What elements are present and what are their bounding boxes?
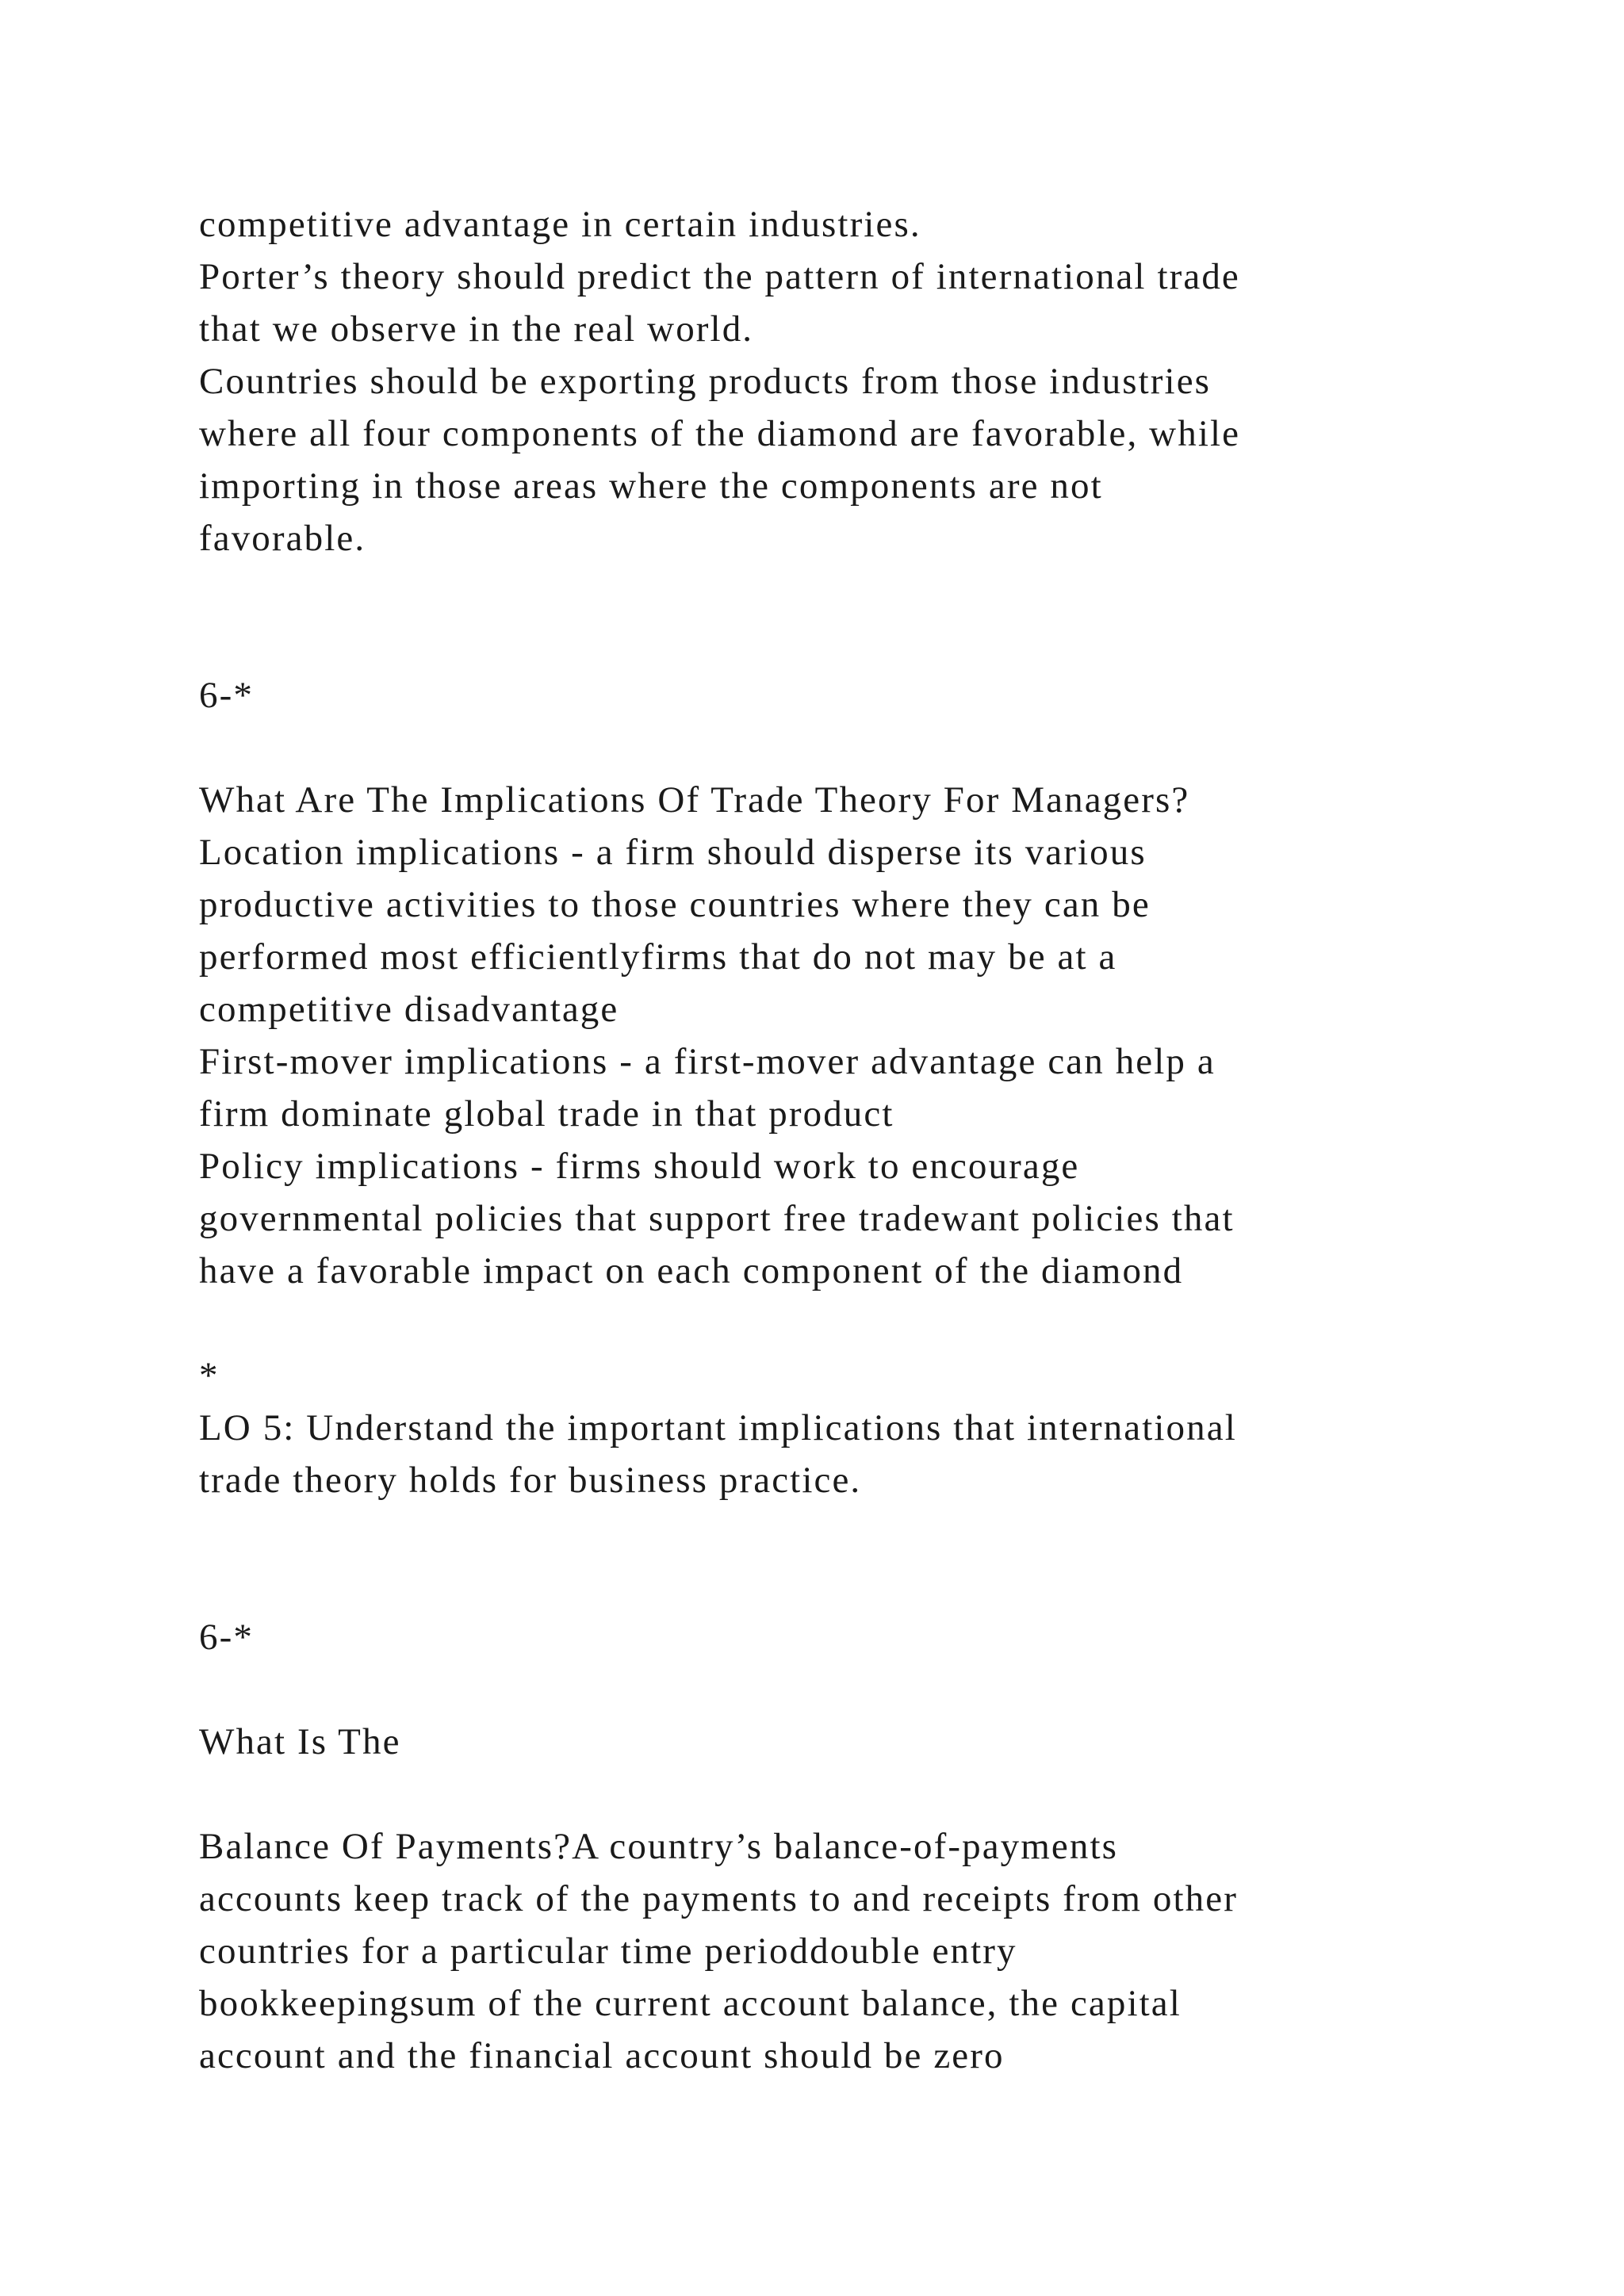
- section-heading: What Is The: [199, 1721, 401, 1762]
- body-text-line: Countries should be exporting products from those industries: [199, 361, 1212, 402]
- body-text-line: Porter’s theory should predict the pattern of international trade: [199, 256, 1240, 297]
- section-heading: What Are The Implications Of Trade Theory For Managers?: [199, 779, 1190, 821]
- body-text-line: account and the financial account should be zero: [199, 2035, 1005, 2076]
- learning-objective-line: LO 5: Understand the important implications that international: [199, 1407, 1237, 1448]
- body-text-line: where all four components of the diamond are favorable, while: [199, 413, 1241, 454]
- body-text-line: firm dominate global trade in that product: [199, 1093, 894, 1135]
- body-text-line: favorable.: [199, 518, 366, 559]
- body-text-line: Balance Of Payments?A country’s balance-of-payments: [199, 1826, 1119, 1867]
- body-text-line: importing in those areas where the components are not: [199, 465, 1103, 507]
- body-text-line: accounts keep track of the payments to and receipts from other: [199, 1878, 1238, 1919]
- body-text-line: countries for a particular time perioddouble entry: [199, 1931, 1017, 1972]
- body-text-line: productive activities to those countries where they can be: [199, 884, 1151, 925]
- body-text-line: have a favorable impact on each component of the diamond: [199, 1250, 1184, 1292]
- body-text-line: bookkeepingsum of the current account balance, the capital: [199, 1983, 1182, 2024]
- body-text-line: First-mover implications - a first-mover advantage can help a: [199, 1041, 1216, 1082]
- body-text-line: Policy implications - firms should work to encourage: [199, 1146, 1080, 1187]
- body-text-line: competitive disadvantage: [199, 989, 619, 1030]
- body-text-line: Location implications - a firm should disperse its various: [199, 832, 1147, 873]
- body-text-line: performed most efficientlyfirms that do not may be at a: [199, 936, 1117, 978]
- slide-marker: 6-*: [199, 675, 254, 716]
- slide-marker: 6-*: [199, 1617, 254, 1658]
- body-text-line: governmental policies that support free tradewant policies that: [199, 1198, 1235, 1239]
- body-text-line: competitive advantage in certain industries.: [199, 204, 921, 245]
- learning-objective-line: trade theory holds for business practice.: [199, 1460, 862, 1501]
- asterisk-marker: *: [199, 1355, 220, 1396]
- body-text-line: that we observe in the real world.: [199, 308, 754, 350]
